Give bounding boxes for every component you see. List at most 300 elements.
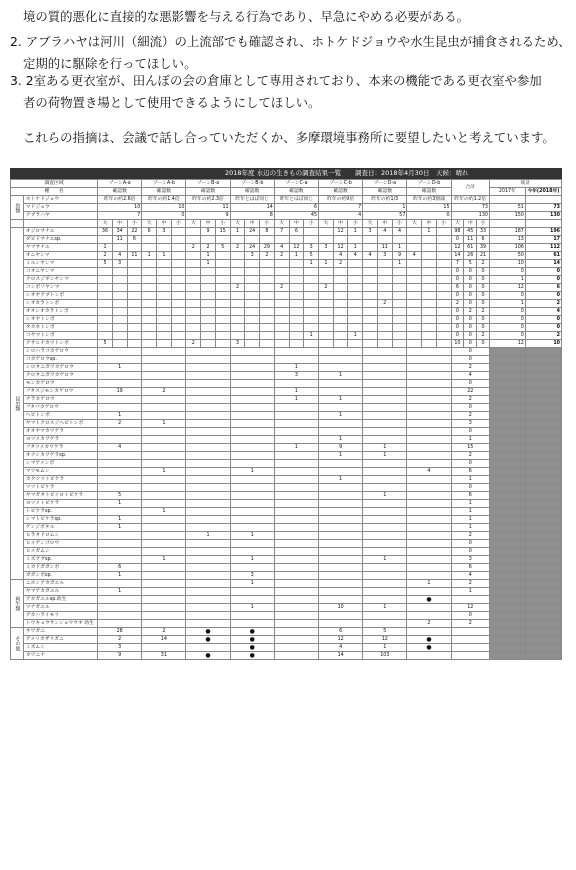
header-confirm: 確認数	[186, 188, 230, 196]
zone-size-count: 1	[422, 228, 437, 236]
zone-count	[142, 364, 186, 372]
total-size-count: 0	[464, 340, 477, 348]
paragraph-closing: これらの指摘は、会議で話し合っていただくか、多摩環境事務所に要望したいと考えています。	[23, 130, 555, 145]
zone-count	[274, 556, 318, 564]
zone-count	[274, 572, 318, 580]
zone-size-count	[215, 292, 230, 300]
table-row	[11, 388, 562, 396]
stat-shaded	[525, 588, 561, 596]
zone-size-count	[171, 324, 186, 332]
zone-size-count: 2	[230, 284, 245, 292]
zone-count	[98, 532, 142, 540]
zone-count: 45	[274, 212, 318, 220]
zone-size-count: 29	[260, 244, 275, 252]
total-count	[451, 636, 489, 644]
species-name: ツツトビケラ	[23, 484, 97, 492]
stat-shaded	[525, 428, 561, 436]
stat-shaded	[489, 396, 525, 404]
zone-count	[274, 612, 318, 620]
zone-count: 6	[98, 564, 142, 572]
zone-size-count	[407, 332, 422, 340]
total-count: 0	[451, 460, 489, 468]
zone-count: 6	[274, 204, 318, 212]
zone-count	[186, 372, 230, 380]
table-row	[11, 572, 562, 580]
count-2018: 61	[525, 252, 561, 260]
zone-size-count	[186, 228, 201, 236]
zone-count	[142, 380, 186, 388]
zone-count: 7	[319, 204, 363, 212]
total-count: 1	[451, 516, 489, 524]
zone-size-count	[215, 252, 230, 260]
species-name: ヤマトクロスジヘビトンボ	[23, 420, 97, 428]
zone-size-count	[436, 324, 451, 332]
species-name: ゲンジボタル	[23, 524, 97, 532]
zone-size-count	[319, 292, 334, 300]
zone-count	[186, 516, 230, 524]
zone-count	[186, 460, 230, 468]
zone-size-count	[260, 284, 275, 292]
zone-count	[98, 372, 142, 380]
count-2017: 0	[489, 316, 525, 324]
count-2017: 106	[489, 244, 525, 252]
zone-count	[230, 492, 274, 500]
count-2017: 187	[489, 228, 525, 236]
zone-count	[186, 396, 230, 404]
zone-size-count: 34	[112, 228, 127, 236]
zone-count	[230, 548, 274, 556]
zone-count	[319, 564, 363, 572]
zone-count: 1	[98, 412, 142, 420]
zone-count: 1	[230, 556, 274, 564]
zone-size-count	[304, 276, 319, 284]
header-2017: 2017年	[489, 188, 525, 196]
header-name: 種 名	[11, 188, 98, 196]
zone-count	[98, 428, 142, 436]
zone-size-count: 2	[274, 252, 289, 260]
zone-size-count	[436, 276, 451, 284]
total-size-count: 0	[451, 292, 464, 300]
zone-count	[230, 620, 274, 628]
ratio-note: 昨年の約1/3	[363, 196, 407, 204]
zone-size-count	[304, 284, 319, 292]
zone-size-count: 6	[142, 228, 157, 236]
table-row	[11, 324, 562, 332]
zone-count	[230, 444, 274, 452]
total-count: 22	[451, 388, 489, 396]
stat-shaded	[489, 420, 525, 428]
stat-shaded	[525, 540, 561, 548]
zone-count	[407, 652, 451, 660]
zone-count	[407, 404, 451, 412]
zone-size-count	[436, 252, 451, 260]
zone-count	[142, 492, 186, 500]
zone-size-count	[304, 308, 319, 316]
zone-count	[142, 644, 186, 652]
size-header: 小	[260, 220, 275, 228]
zone-size-count	[304, 340, 319, 348]
total-size-count: 12	[451, 244, 464, 252]
table-row	[11, 260, 562, 268]
zone-size-count: 2	[274, 284, 289, 292]
zone-count	[274, 620, 318, 628]
count-2018: 4	[525, 308, 561, 316]
zone-count	[274, 652, 318, 660]
zone-size-count: 3	[363, 228, 378, 236]
stat-shaded	[489, 468, 525, 476]
zone-count	[274, 476, 318, 484]
zone-size-count	[363, 292, 378, 300]
total-count: 0	[451, 428, 489, 436]
zone-size-count	[171, 300, 186, 308]
zone-count: ●	[407, 644, 451, 652]
zone-count	[142, 412, 186, 420]
zone-size-count	[245, 260, 260, 268]
zone-count	[363, 364, 407, 372]
zone-count: 31	[142, 652, 186, 660]
zone-count	[186, 476, 230, 484]
zone-size-count	[156, 340, 171, 348]
stat-shaded	[489, 500, 525, 508]
zone-size-count	[348, 268, 363, 276]
zone-size-count	[142, 316, 157, 324]
zone-count	[319, 524, 363, 532]
zone-size-count: 1	[348, 228, 363, 236]
zone-size-count: 5	[98, 340, 113, 348]
zone-count	[142, 372, 186, 380]
zone-size-count	[201, 308, 216, 316]
zone-size-count	[377, 292, 392, 300]
zone-size-count: 2	[319, 284, 334, 292]
zone-count	[407, 412, 451, 420]
zone-count: 1	[230, 532, 274, 540]
zone-count	[230, 500, 274, 508]
count-2018: 73	[525, 204, 561, 212]
zone-size-count	[98, 324, 113, 332]
zone-size-count	[422, 284, 437, 292]
zone-size-count	[436, 316, 451, 324]
total-count: 3	[451, 420, 489, 428]
zone-count	[186, 596, 230, 604]
zone-size-count	[201, 300, 216, 308]
zone-size-count	[156, 276, 171, 284]
zone-count: 1	[142, 556, 186, 564]
table-row	[11, 196, 562, 204]
zone-size-count: 11	[112, 236, 127, 244]
species-name: ダビドサナエsp.	[23, 236, 97, 244]
zone-size-count	[422, 308, 437, 316]
zone-count	[186, 604, 230, 612]
table-row	[11, 404, 562, 412]
zone-size-count: 1	[304, 332, 319, 340]
zone-size-count	[142, 260, 157, 268]
zone-size-count	[156, 236, 171, 244]
header-2018: 今年(2018年)	[525, 188, 561, 196]
zone-size-count	[156, 292, 171, 300]
zone-count	[186, 524, 230, 532]
species-name: カワニナ	[23, 652, 97, 660]
species-name: タカネトンボ	[23, 324, 97, 332]
zone-size-count	[333, 324, 348, 332]
total-size-count: 7	[451, 260, 464, 268]
zone-count	[230, 396, 274, 404]
zone-size-count	[142, 236, 157, 244]
zone-size-count	[274, 316, 289, 324]
species-name: ヤマアカガエル	[23, 588, 97, 596]
total-count	[451, 628, 489, 636]
zone-size-count	[127, 260, 142, 268]
zone-size-count	[201, 316, 216, 324]
zone-size-count	[422, 260, 437, 268]
zone-size-count	[348, 292, 363, 300]
zone-size-count	[319, 252, 334, 260]
ratio-note: 昨年の約3割減	[407, 196, 451, 204]
total-size-count: 6	[477, 236, 490, 244]
zone-size-count: 1	[201, 260, 216, 268]
zone-count	[363, 588, 407, 596]
zone-count	[407, 556, 451, 564]
zone-count	[407, 524, 451, 532]
total-count: 4	[451, 572, 489, 580]
zone-size-count	[171, 276, 186, 284]
zone-count	[407, 364, 451, 372]
zone-count	[230, 428, 274, 436]
total-count: 1	[451, 508, 489, 516]
zone-size-count: 1	[392, 260, 407, 268]
zone-size-count	[407, 268, 422, 276]
zone-count: 57	[363, 212, 407, 220]
stat-shaded	[525, 572, 561, 580]
zone-size-count: 5	[98, 260, 113, 268]
stat-shaded	[525, 564, 561, 572]
zone-count	[186, 644, 230, 652]
header-zone: ゾーンA-b	[142, 180, 186, 188]
table-row	[11, 468, 562, 476]
zone-size-count	[363, 332, 378, 340]
zone-size-count: 4	[407, 252, 422, 260]
count-2018: 6	[525, 284, 561, 292]
stat-shaded	[525, 580, 561, 588]
zone-count	[98, 540, 142, 548]
size-header: 大	[186, 220, 201, 228]
total-size-count: 0	[464, 284, 477, 292]
zone-size-count	[245, 340, 260, 348]
zone-size-count	[127, 308, 142, 316]
zone-count	[274, 524, 318, 532]
zone-size-count	[274, 276, 289, 284]
ratio-note: 昨年の約1.4倍	[142, 196, 186, 204]
zone-count	[274, 468, 318, 476]
size-header: 小	[348, 220, 363, 228]
zone-size-count	[201, 324, 216, 332]
zone-count: 1	[274, 388, 318, 396]
species-name: トビケラsp.	[23, 508, 97, 516]
total-count: 2	[451, 412, 489, 420]
zone-size-count	[363, 284, 378, 292]
zone-size-count	[245, 292, 260, 300]
zone-count: 1	[407, 580, 451, 588]
zone-count	[186, 548, 230, 556]
zone-count	[186, 404, 230, 412]
header-confirm: 確認数	[98, 188, 142, 196]
zone-count	[319, 500, 363, 508]
header-zone: ゾーンD-a	[363, 180, 407, 188]
zone-size-count: 12	[333, 228, 348, 236]
total-size-count: 5	[464, 260, 477, 268]
species-name: ミカドガガンボ	[23, 564, 97, 572]
zone-size-count	[230, 292, 245, 300]
zone-size-count	[319, 308, 334, 316]
zone-size-count	[245, 236, 260, 244]
zone-size-count	[407, 276, 422, 284]
zone-size-count	[407, 228, 422, 236]
total-size-count: 14	[451, 252, 464, 260]
total-size-count: 0	[477, 316, 490, 324]
size-header: 大	[142, 220, 157, 228]
total-size-count: 61	[464, 244, 477, 252]
zone-count	[142, 548, 186, 556]
zone-count: 2	[98, 420, 142, 428]
zone-size-count: 4	[274, 244, 289, 252]
total-size-count: 0	[464, 324, 477, 332]
zone-count: 1	[98, 516, 142, 524]
zone-size-count	[304, 292, 319, 300]
size-header: 中	[112, 220, 127, 228]
count-2018: 2	[525, 332, 561, 340]
zone-size-count: 4	[377, 228, 392, 236]
zone-size-count: 1	[230, 228, 245, 236]
zone-size-count	[289, 292, 304, 300]
paragraph-item-3-cont: 者の荷物置き場として使用できるようにしてほしい。	[23, 95, 321, 110]
count-2018: 0	[525, 276, 561, 284]
results-table	[10, 179, 562, 660]
zone-size-count	[171, 340, 186, 348]
zone-size-count: 4	[363, 252, 378, 260]
species-name: コオニヤンマ	[23, 268, 97, 276]
count-2018: 196	[525, 228, 561, 236]
zone-size-count: 6	[289, 228, 304, 236]
species-name: カクツツトビケラ	[23, 476, 97, 484]
zone-count	[319, 620, 363, 628]
zone-count: ●	[407, 596, 451, 604]
species-name: オオシオカラトンボ	[23, 308, 97, 316]
zone-count	[274, 516, 318, 524]
zone-count	[363, 388, 407, 396]
zone-size-count	[142, 276, 157, 284]
zone-size-count: 5	[215, 244, 230, 252]
count-2017: 12	[489, 340, 525, 348]
zone-count	[274, 492, 318, 500]
stat-shaded	[525, 444, 561, 452]
zone-count	[274, 508, 318, 516]
zone-count: 12	[319, 636, 363, 644]
zone-count	[98, 556, 142, 564]
zone-count	[142, 356, 186, 364]
zone-size-count	[436, 340, 451, 348]
zone-size-count	[171, 284, 186, 292]
zone-size-count	[142, 340, 157, 348]
total-count: 1	[451, 524, 489, 532]
zone-size-count	[274, 324, 289, 332]
zone-count	[319, 428, 363, 436]
total-size-count: 2	[464, 308, 477, 316]
header-total: 合計	[451, 180, 489, 196]
stat-shaded	[489, 564, 525, 572]
stat-shaded	[489, 532, 525, 540]
zone-count: 2	[142, 628, 186, 636]
zone-count	[274, 356, 318, 364]
zone-count	[319, 492, 363, 500]
zone-count	[142, 620, 186, 628]
zone-size-count	[127, 292, 142, 300]
zone-count	[319, 356, 363, 364]
zone-size-count	[186, 292, 201, 300]
zone-count	[142, 460, 186, 468]
zone-count	[230, 364, 274, 372]
zone-count	[230, 436, 274, 444]
zone-count	[142, 428, 186, 436]
total-size-count: 0	[477, 300, 490, 308]
header-area: 調査区域	[11, 180, 98, 188]
zone-count	[363, 508, 407, 516]
species-name: アサヒナカワトンボ	[23, 340, 97, 348]
zone-count: 9	[319, 444, 363, 452]
zone-count: 14	[230, 204, 274, 212]
zone-count	[142, 476, 186, 484]
survey-table	[10, 168, 562, 660]
group-others: その他	[11, 628, 24, 660]
total-count: 0	[451, 356, 489, 364]
zone-count	[186, 380, 230, 388]
zone-size-count	[171, 292, 186, 300]
zone-size-count	[422, 316, 437, 324]
zone-count	[98, 380, 142, 388]
total-size-count: 6	[451, 284, 464, 292]
table-row	[11, 548, 562, 556]
zone-size-count	[112, 340, 127, 348]
zone-count	[407, 612, 451, 620]
zone-count	[363, 428, 407, 436]
zone-count	[230, 540, 274, 548]
zone-count: 1	[363, 492, 407, 500]
zone-count	[363, 572, 407, 580]
total-count: 2	[451, 364, 489, 372]
zone-count: ●	[186, 628, 230, 636]
zone-count	[363, 468, 407, 476]
zone-count: 4	[98, 444, 142, 452]
zone-size-count	[407, 236, 422, 244]
zone-size-count	[348, 260, 363, 268]
zone-count	[319, 364, 363, 372]
zone-size-count	[142, 308, 157, 316]
zone-size-count	[377, 324, 392, 332]
zone-count: 0	[407, 212, 451, 220]
table-row	[11, 516, 562, 524]
size-header: 中	[289, 220, 304, 228]
zone-size-count	[333, 236, 348, 244]
zone-size-count	[156, 244, 171, 252]
group-insects: 昆虫類	[11, 228, 24, 580]
zone-count: 8	[230, 212, 274, 220]
size-header: 小	[436, 220, 451, 228]
stat-shaded	[525, 532, 561, 540]
zone-count	[142, 596, 186, 604]
zone-size-count	[377, 316, 392, 324]
stat-shaded	[489, 444, 525, 452]
zone-size-count	[171, 260, 186, 268]
species-name: サワガニ	[23, 628, 97, 636]
total-count: 6	[451, 492, 489, 500]
